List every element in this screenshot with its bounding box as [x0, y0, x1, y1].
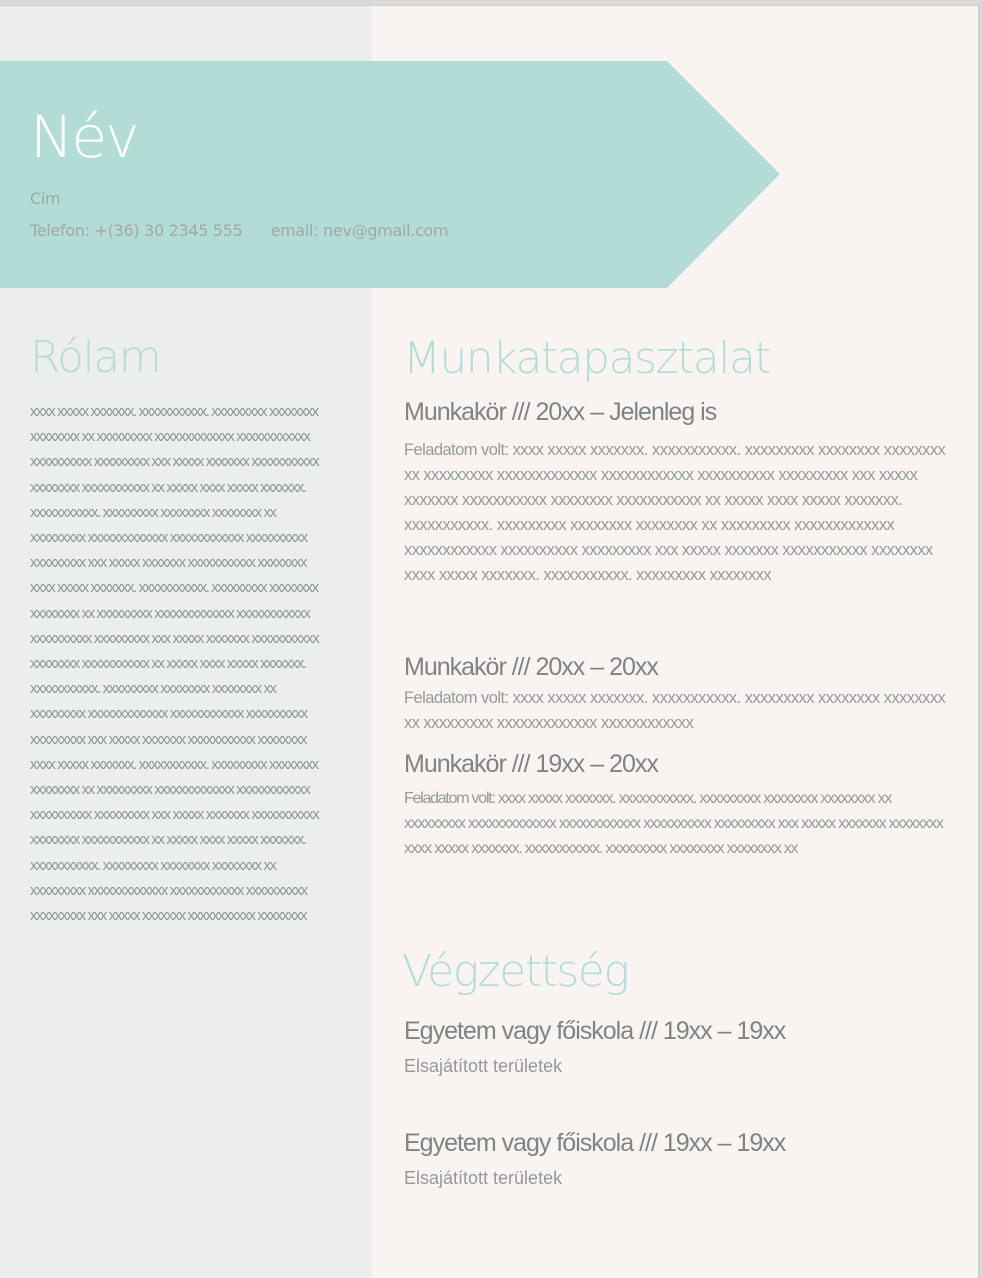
phone-text: Telefon: +(36) 30 2345 555 [30, 221, 243, 240]
job-description-text: Feladatom volt: xxxx xxxxx xxxxxxx. xxxxxxxxxxx. xxxxxxxxx xxxxxxxx xxxxxxxx xx xxxxxxxxx xxxxxxxxxxxxx xxxxxxxxxxxx [404, 689, 946, 732]
job-title: Munkakör /// 20xx – 20xx [404, 653, 658, 681]
address-text: Cím [30, 189, 61, 208]
education-item-name: Egyetem vagy főiskola /// 19xx – 19xx [404, 1017, 786, 1045]
about-heading: Rólam [30, 332, 161, 383]
job-description-text: xxxx xxxxx xxxxxxx. xxxxxxxxxxx. xxxxxxxxx xxxxxxxx xxxxxxxx xx [404, 840, 798, 857]
resume-page [0, 5, 980, 1278]
about-paragraph: xxxx xxxxx xxxxxxx. xxxxxxxxxxx. xxxxxxxxx xxxxxxxx xxxxxxxx xx xxxxxxxxx xxxxxxxxxxxxx xxxxxxxxxxxx xxxxxxxxxx xxxxxxxxx xxx xxxxx xxxxxxx xxxxxxxxxxx xxxxxxxx xxxxxxxxxxx xx xxxxx xxxx xxxxx xxxxxxx. xxxxxxxxxxx. xxxxxxxxx xxxxxxxx xxxxxxxx xx xxxxxxxxx xxxxxxxxxxxxx xxxxxxxxxxxx xxxxxxxxxx xxxxxxxxx xxx xxxxx xxxxxxx xxxxxxxxxxx xxxxxxxx [30, 579, 319, 748]
education-item-name: Egyetem vagy főiskola /// 19xx – 19xx [404, 1129, 786, 1157]
work-heading: Munkatapasztalat [403, 333, 771, 384]
education-item-area: Elsajátított területek [404, 1168, 563, 1188]
education-item-area: Elsajátított területek [404, 1056, 563, 1076]
job-description [404, 686, 954, 736]
job-description [404, 786, 954, 861]
job-description-text: xxxx xxxxx xxxxxxx. xxxxxxxxxxx. xxxxxxxxx xxxxxxxx [404, 566, 772, 584]
about-paragraph: xxxx xxxxx xxxxxxx. xxxxxxxxxxx. xxxxxxxxx xxxxxxxx xxxxxxxx xx xxxxxxxxx xxxxxxxxxxxxx xxxxxxxxxxxx xxxxxxxxxx xxxxxxxxx xxx xxxxx xxxxxxx xxxxxxxxxxx xxxxxxxx xxxxxxxxxxx xx xxxxx xxxx xxxxx xxxxxxx. xxxxxxxxxxx. xxxxxxxxx xxxxxxxx xxxxxxxx xx xxxxxxxxx xxxxxxxxxxxxx xxxxxxxxxxxx xxxxxxxxxx xxxxxxxxx xxx xxxxx xxxxxxx xxxxxxxxxxx xxxxxxxx [30, 755, 319, 925]
job-title: Munkakör /// 20xx – Jelenleg is [404, 398, 717, 426]
job-description [404, 438, 954, 588]
header-banner [0, 61, 780, 288]
about-paragraph: xxxx xxxxx xxxxxxx. xxxxxxxxxxx. xxxxxxxxx xxxxxxxx xxxxxxxx xx xxxxxxxxx xxxxxxxxxxxxx xxxxxxxxxxxx xxxxxxxxxx xxxxxxxxx xxx xxxxx xxxxxxx xxxxxxxxxxx xxxxxxxx xxxxxxxxxxx xx xxxxx xxxx xxxxx xxxxxxx. xxxxxxxxxxx. xxxxxxxxx xxxxxxxx xxxxxxxx xx xxxxxxxxx xxxxxxxxxxxxx xxxxxxxxxxxx xxxxxxxxxx xxxxxxxxx xxx xxxxx xxxxxxx xxxxxxxxxxx xxxxxxxx [30, 403, 319, 572]
email-text: email: nev@gmail.com [270, 221, 449, 240]
banner-arrow-shape [0, 61, 780, 288]
about-text [30, 399, 330, 928]
candidate-name: Név [30, 103, 138, 171]
contact-line [30, 221, 448, 240]
job-description-text: Feladatom volt: xxxx xxxxx xxxxxxx. xxxxxxxxxxx. xxxxxxxxx xxxxxxxx xxxxxxxx xx xxxxxxxxx xxxxxxxxxxxxx xxxxxxxxxxxx xxxxxxxxxx xxxxxxxxx xxx xxxxx xxxxxxx xxxxxxxx [404, 790, 943, 832]
job-title: Munkakör /// 19xx – 20xx [404, 750, 658, 778]
education-heading: Végzettség [402, 946, 629, 997]
job-description-text: Feladatom volt: xxxx xxxxx xxxxxxx. xxxxxxxxxxx. xxxxxxxxx xxxxxxxx xxxxxxxx xx xxxxxxxxx xxxxxxxxxxxxx xxxxxxxxxxxx xxxxxxxxxx xxxxxxxxx xxx xxxxx xxxxxxx xxxxxxxxxxx xxxxxxxx xxxxxxxxxxx xx xxxxx xxxx xxxxx xxxxxxx. xxxxxxxxxxx. xxxxxxxxx xxxxxxxx xxxxxxxx xx xxxxxxxxx xxxxxxxxxxxxx xxxxxxxxxxxx xxxxxxxxxx xxxxxxxxx xxx xxxxx xxxxxxx xxxxxxxxxxx xxxxxxxx [404, 441, 946, 559]
